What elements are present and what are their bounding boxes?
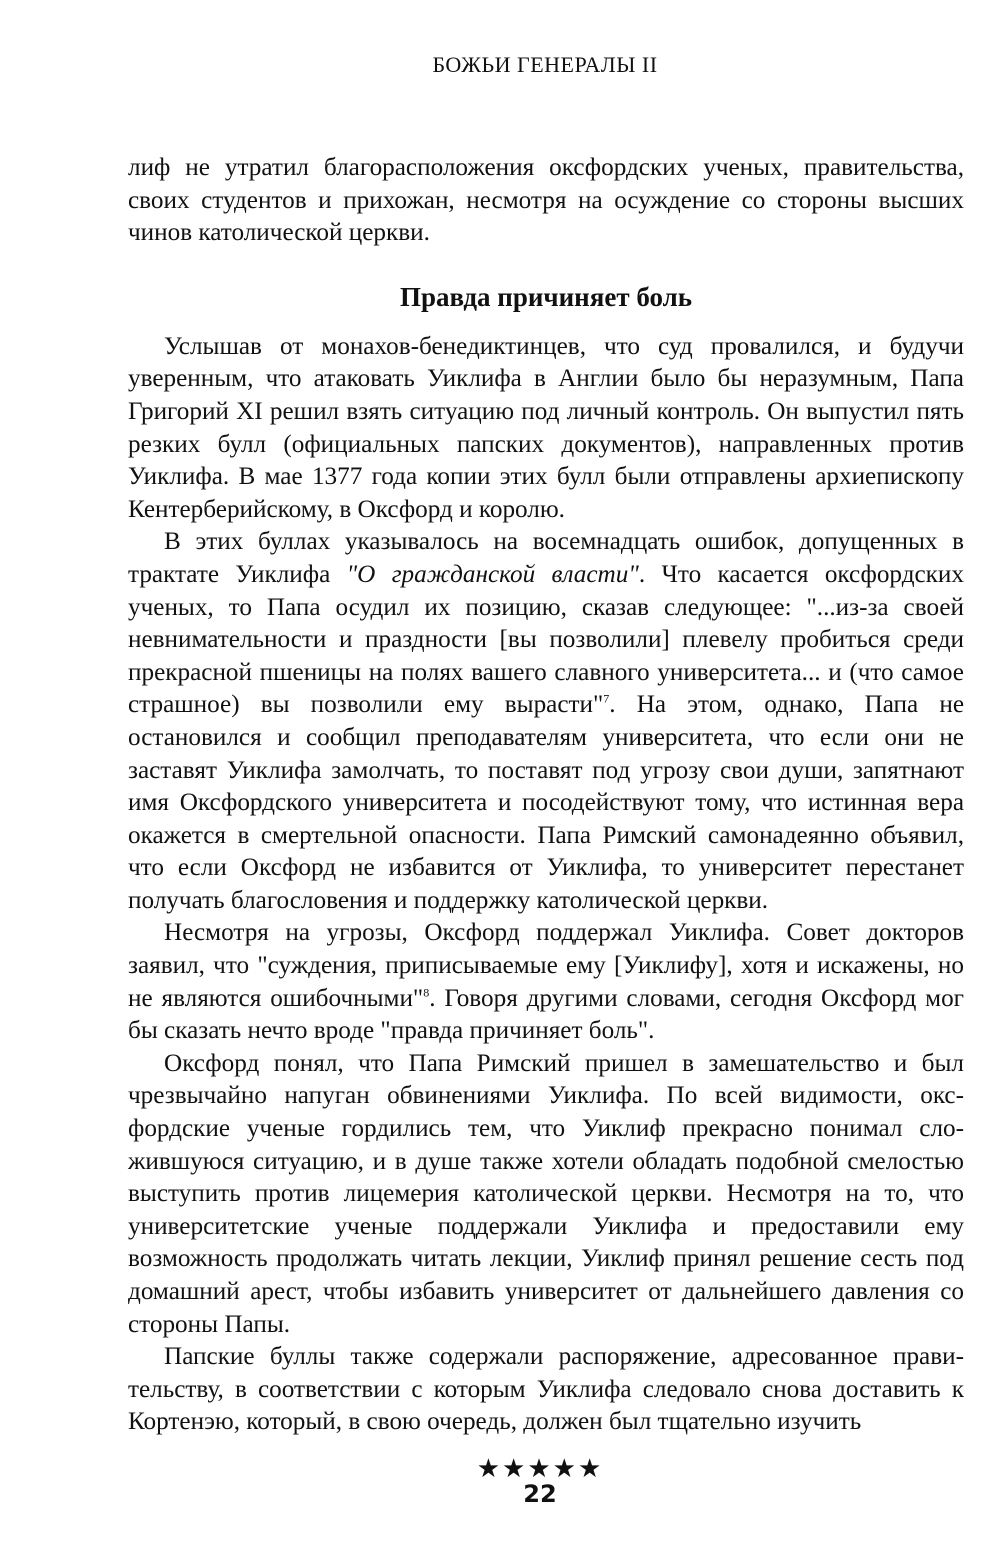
paragraph-2-text-b: . Что касается оксфордских ученых, то Папа осудил их позицию, сказав следующее: "...из-за своей невнимательности и праздности [вы позволили] плевелу пробиться среди прекрасной пшеницы на полях вашего славного университета... и (что самое страшное) вы позволили ему вырасти"	[128, 560, 964, 719]
paragraph-2	[128, 526, 964, 917]
footnote-ref-7: 7	[603, 691, 610, 706]
page-number: 22	[523, 1480, 557, 1508]
body-text	[128, 152, 964, 1439]
treatise-title: "О гражданской власти"	[346, 560, 639, 588]
paragraph-3	[128, 917, 964, 1047]
paragraph-3-text-a: Несмотря на угрозы, Оксфорд поддержал Уиклифа. Совет докторов заявил, что "суждения, приписываемые ему [Уиклифу], хотя и искажены, но не являются ошибочными"	[128, 919, 964, 1012]
footnote-ref-8: 8	[423, 985, 430, 1000]
paragraph-4: Оксфорд понял, что Папа Римский пришел в замешательство и был чрезвычайно напуган обвинениями Уиклифа. По всей видимости, оксфордские ученые гордились тем, что Уиклиф прекрасно понимал сложившуюся ситуацию, и в душе также хотели обладать подобной смелостью выступить против лицемерия католической церкви. Несмотря на то, что университетские ученые поддержали Уиклифа и предоставили ему возможность продолжать читать лекции, Уиклиф принял решение сесть под домашний арест, чтобы избавить университет от дальнейшего давления со стороны Папы.	[128, 1049, 964, 1338]
star-ornament: ★★★★★	[476, 1454, 604, 1484]
paragraph-2-text-a: В этих буллах указывалось на восемнадцать ошибок, допущенных в трактате Уиклифа	[128, 528, 964, 588]
paragraph-2-text-c: . На этом, однако, Папа не остановился и сообщил преподавателям университета, что если они не заставят Уиклифа замолчать, то поставят под угрозу свои души, запятнают имя Оксфордского университета и посодействуют тому, что истинная вера окажется в смертельной опасности. Папа Римский самонадеянно объявил, что если Оксфорд не избавится от Уиклифа, то университет перестанет получать благословения и поддержку католической церкви.	[128, 691, 964, 914]
paragraph-3-text-b: . Говоря другими словами, сегодня Оксфорд мог бы сказать нечто вроде "правда причиняет боль".	[128, 984, 964, 1045]
section-heading: Правда причиняет боль	[399, 281, 693, 312]
paragraph-5: Папские буллы также содержали распоряжение, адресованное правительству, в соответствии с которым Уиклифа следовало снова доставить к Кортенэю, который, в свою очередь, должен был тщательно изучить	[128, 1343, 964, 1436]
running-header: БОЖЬИ ГЕНЕРАЛЫ II	[432, 52, 658, 77]
continuation-paragraph: лиф не утратил благорасположения оксфордских ученых, правительства, своих студентов и прихожан, несмотря на осуждение со стороны высших чинов католической церкви.	[128, 154, 964, 247]
paragraph-1: Услышав от монахов-бенедиктинцев, что суд провалился, и будучи уверенным, что атаковать Уиклифа в Англии было бы неразумным, Папа Григорий XI решил взять ситуацию под личный контроль. Он выпустил пять резких булл (официальных папских документов), направленных против Уиклифа. В мае 1377 года копии этих булл были отправлены архиепископу Кентерберийскому, в Оксфорд и королю.	[128, 332, 964, 523]
